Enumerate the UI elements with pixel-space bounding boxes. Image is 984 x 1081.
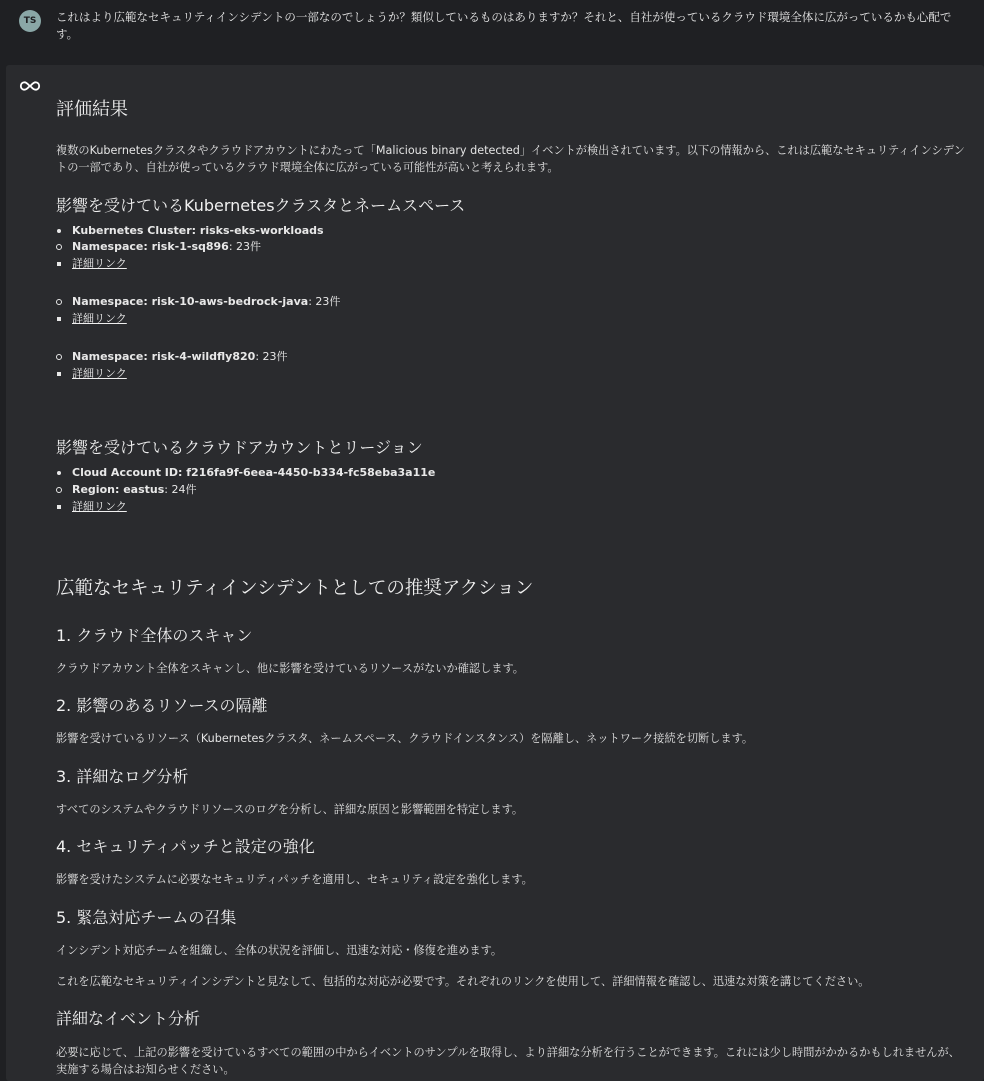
assistant-answer-panel xyxy=(6,65,984,1081)
action-text: 影響を受けたシステムに必要なセキュリティパッチを適用し、セキュリティ設定を強化します。 xyxy=(56,873,533,886)
namespace-count: : 23件 xyxy=(255,350,288,363)
region-count: : 24件 xyxy=(164,483,197,496)
answer-intro: 複数のKubernetesクラスタやクラウドアカウントにわたって「Malicious binary detected」イベントが検出されています。以下の情報から、これは広範なセキュリティインシデントの一部であり、自社が使っているクラウド環境全体に広がっている可能性が高いと考えられます。 xyxy=(56,144,965,174)
detail-link[interactable]: 詳細リンク xyxy=(72,367,127,380)
user-message-text: これはより広範なセキュリティインシデントの一部なのでしょうか？類似しているものはありますか？それと、自社が使っているクラウド環境全体に広がっているかも心配です。 xyxy=(56,10,952,41)
region-link-item xyxy=(56,499,127,515)
action-heading: 5. 緊急対応チームの召集 xyxy=(56,908,237,927)
action-text: クラウドアカウント全体をスキャンし、他に影響を受けているリソースがないか確認します。 xyxy=(56,662,524,675)
namespace-label: Namespace: risk-10-aws-bedrock-java xyxy=(72,295,309,308)
namespace-item xyxy=(56,239,261,255)
infinity-icon xyxy=(19,75,41,97)
action-text: インシデント対応チームを組織し、全体の状況を評価し、迅速な対応・修復を進めます。 xyxy=(56,944,503,957)
namespace-link-item xyxy=(56,256,127,272)
cluster-label: Kubernetes Cluster: risks-eks-workloads xyxy=(72,224,324,237)
action-text: 影響を受けているリソース（Kubernetesクラスタ、ネームスペース、クラウドインスタンス）を隔離し、ネットワーク接続を切断します。 xyxy=(56,732,754,745)
user-message-row xyxy=(0,0,984,62)
detail-link[interactable]: 詳細リンク xyxy=(72,500,127,513)
conclusion-text: これを広範なセキュリティインシデントと見なして、包括的な対応が必要です。それぞれのリンクを使用して、詳細情報を確認し、迅速な対策を講じてください。 xyxy=(56,975,870,988)
event-analysis-heading: 詳細なイベント分析 xyxy=(56,1009,201,1028)
action-text: すべてのシステムやクラウドリソースのログを分析し、詳細な原因と影響範囲を特定します。 xyxy=(56,803,524,816)
namespace-link-item xyxy=(56,366,127,382)
action-heading: 2. 影響のあるリソースの隔離 xyxy=(56,696,268,715)
region-label: Region: eastus xyxy=(72,483,165,496)
detail-link[interactable]: 詳細リンク xyxy=(72,257,127,270)
cloud-section-heading: 影響を受けているクラウドアカウントとリージョン xyxy=(56,438,423,457)
namespace-count: : 23件 xyxy=(228,240,262,253)
event-analysis-text: 必要に応じて、上記の影響を受けているすべての範囲の中からイベントのサンプルを取得し、より詳細な分析を行うことができます。これには少し時間がかかるかもしれませんが、実施する場合はお知らせください。 xyxy=(56,1046,960,1076)
answer-title: 評価結果 xyxy=(56,99,128,120)
cloud-account-label: Cloud Account ID: f216fa9f-6eea-4450-b334-fc58eba3a11e xyxy=(72,466,436,479)
action-heading: 1. クラウド全体のスキャン xyxy=(56,626,253,645)
namespace-item xyxy=(56,349,288,365)
user-avatar: TS xyxy=(19,10,41,32)
action-heading: 3. 詳細なログ分析 xyxy=(56,767,189,786)
namespace-label: Namespace: risk-1-sq896 xyxy=(72,240,229,253)
detail-link[interactable]: 詳細リンク xyxy=(72,312,127,325)
cluster-item xyxy=(56,223,324,239)
cloud-account-item xyxy=(56,465,435,481)
region-item xyxy=(56,482,196,498)
namespace-count: : 23件 xyxy=(308,295,341,308)
actions-heading: 広範なセキュリティインシデントとしての推奨アクション xyxy=(56,578,534,599)
namespace-link-item xyxy=(56,311,127,327)
namespace-item xyxy=(56,294,340,310)
k8s-section-heading: 影響を受けているKubernetesクラスタとネームスペース xyxy=(56,196,466,215)
namespace-label: Namespace: risk-4-wildfly820 xyxy=(72,350,256,363)
action-heading: 4. セキュリティパッチと設定の強化 xyxy=(56,837,315,856)
